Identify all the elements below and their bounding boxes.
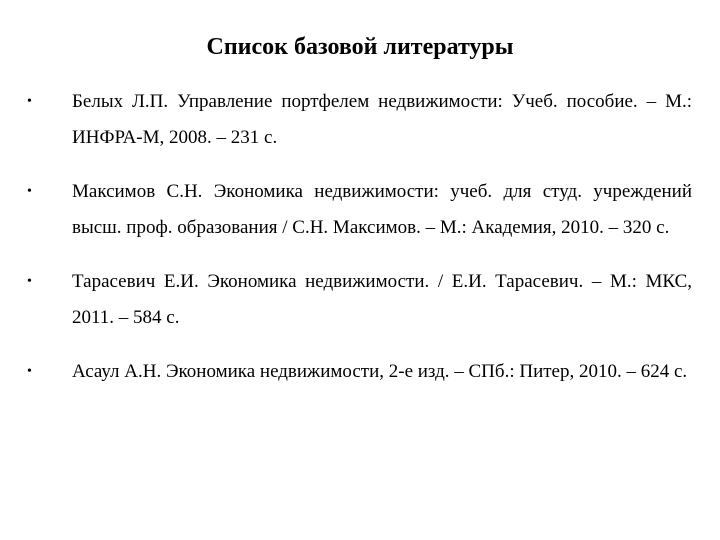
page-title: Список базовой литературы (206, 34, 514, 60)
list-item (0, 174, 720, 246)
bullet-icon: • (27, 94, 32, 109)
list-item (0, 84, 720, 156)
bibliography-list (0, 84, 720, 408)
bullet-icon: • (27, 364, 32, 379)
list-item (0, 354, 720, 390)
list-item (0, 264, 720, 336)
bullet-icon: • (27, 274, 32, 289)
bullet-icon: • (27, 184, 32, 199)
list-item-text: Тарасевич Е.И. Экономика недвижимости. / Е.И. Тарасевич. – М.: МКС, 2011. – 584 с. (72, 271, 692, 328)
list-item-text: Асаул А.Н. Экономика недвижимости, 2-е изд. – СПб.: Питер, 2010. – 624 с. (72, 361, 688, 382)
list-item-text: Белых Л.П. Управление портфелем недвижимости: Учеб. пособие. – М.: ИНФРА-М, 2008. – 231 с. (72, 91, 692, 148)
list-item-text: Максимов С.Н. Экономика недвижимости: учеб. для студ. учреждений высш. проф. образования / С.Н. Максимов. – М.: Академия, 2010. – 320 с. (72, 181, 692, 238)
